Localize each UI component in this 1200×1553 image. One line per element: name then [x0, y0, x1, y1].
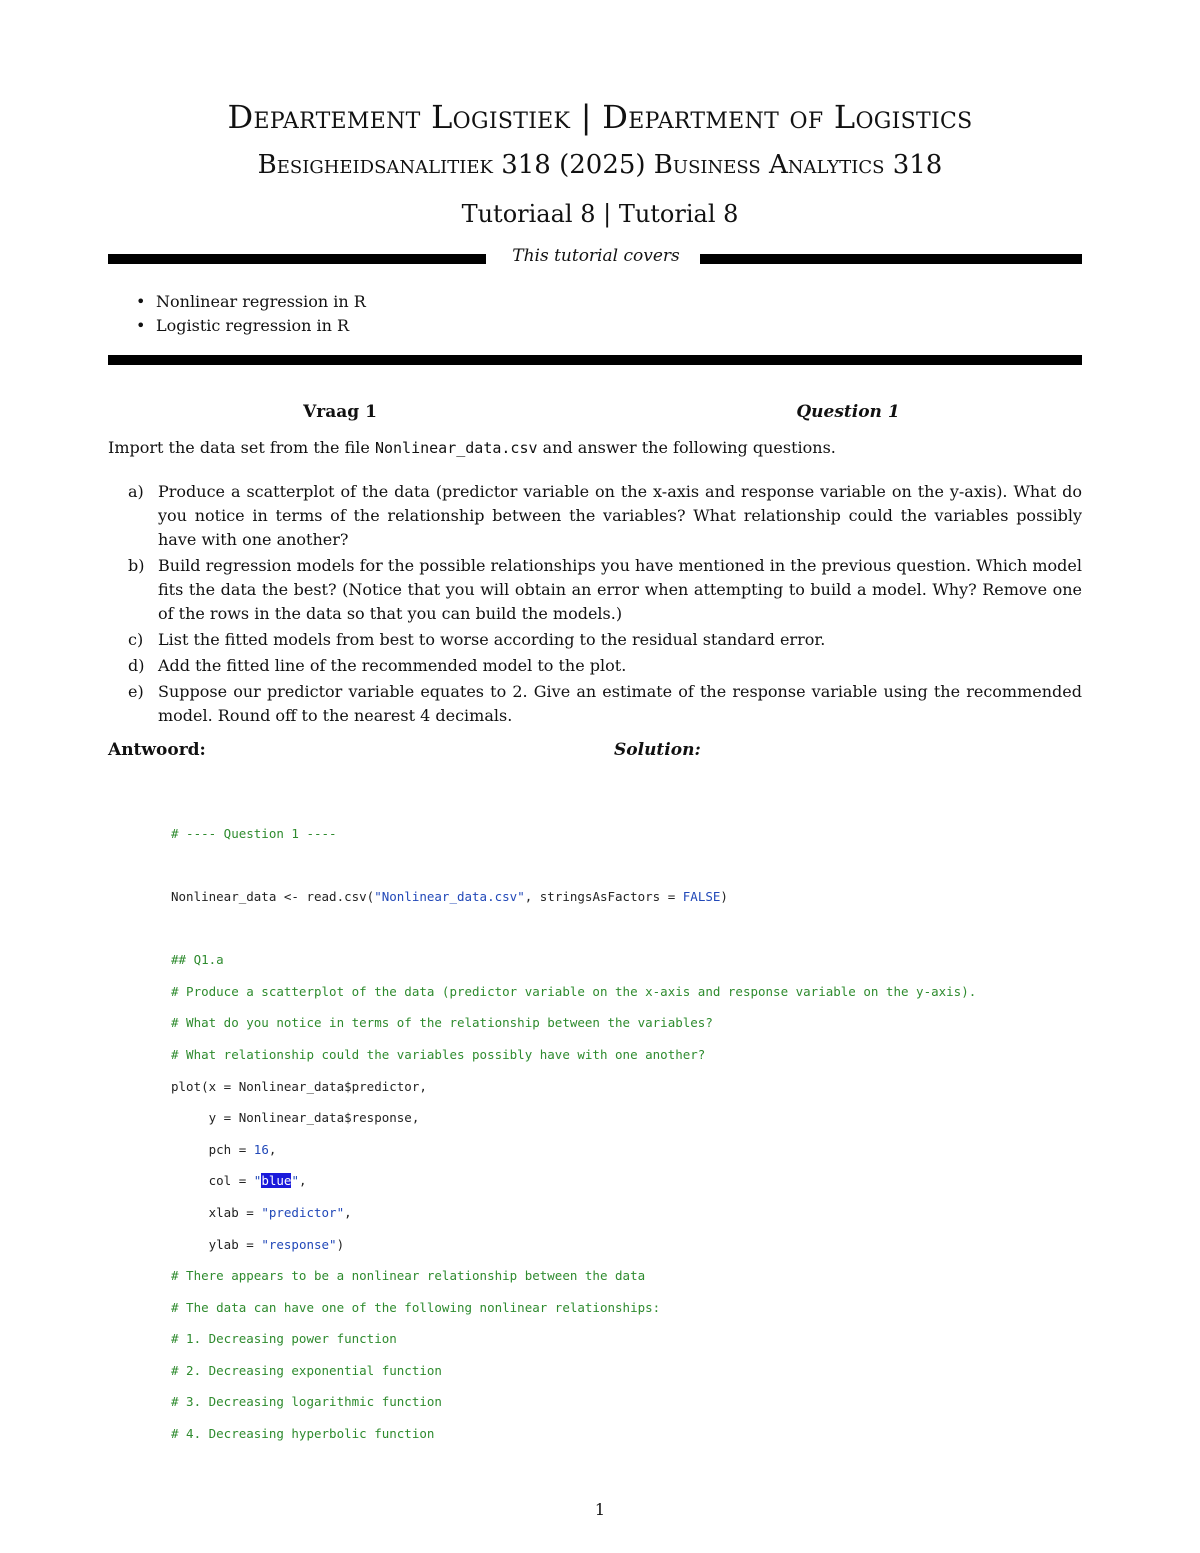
code-line: y = Nonlinear_data$response,	[171, 1110, 420, 1126]
page-number: 1	[594, 1500, 606, 1519]
code-line: col = "blue",	[171, 1173, 307, 1189]
code-line: Nonlinear_data <- read.csv("Nonlinear_data.csv", stringsAsFactors = FALSE)	[171, 888, 728, 904]
code-line: # 3. Decreasing logarithmic function	[171, 1394, 442, 1410]
course-title: Besigheidsanalitiek 318 (2025) Business Analytics 318	[257, 150, 943, 180]
code-line-blank	[171, 921, 1071, 937]
selected-text[interactable]: blue	[261, 1173, 292, 1189]
code-block	[171, 810, 1071, 1458]
answer-heading-en: Solution:	[614, 740, 701, 760]
covers-rule-left	[108, 254, 486, 264]
intro-text: Import the data set from the file	[108, 438, 375, 457]
covers-rule-right	[700, 254, 1082, 264]
intro-filename: Nonlinear_data.csv	[374, 439, 538, 457]
covers-list	[134, 290, 366, 338]
code-line: plot(x = Nonlinear_data$predictor,	[171, 1078, 427, 1094]
question-part-d	[108, 654, 1082, 678]
code-line: pch = 16,	[171, 1141, 277, 1157]
question-part-c	[108, 628, 1082, 652]
part-label: d)	[128, 656, 145, 675]
code-line: ## Q1.a	[171, 952, 224, 968]
part-text: Add the fitted line of the recommended model to the plot.	[158, 656, 627, 675]
question-heading-en: Question 1	[796, 402, 900, 422]
section-divider	[108, 355, 1082, 365]
covers-item: • Nonlinear regression in R	[134, 290, 366, 314]
covers-banner	[108, 246, 1082, 266]
department-title: Departement Logistiek | Department of Logistics	[227, 98, 973, 136]
code-line: xlab = "predictor",	[171, 1204, 352, 1220]
question-parts	[108, 480, 1082, 730]
part-label: a)	[128, 482, 144, 501]
question-part-b	[108, 554, 1082, 626]
question-intro	[108, 438, 1088, 457]
part-text: Suppose our predictor variable equates to 2. Give an estimate of the response variable using the recommended model. Round off to the nearest 4 decimals.	[158, 682, 1082, 725]
code-line: # 1. Decreasing power function	[171, 1331, 397, 1347]
part-label: e)	[128, 682, 144, 701]
question-part-e	[108, 680, 1082, 728]
answer-heading-af: Antwoord:	[108, 740, 206, 760]
code-line-blank	[171, 857, 1071, 873]
question-part-a	[108, 480, 1082, 552]
code-line: # ---- Question 1 ----	[171, 825, 337, 841]
part-text: List the fitted models from best to worse according to the residual standard error.	[158, 630, 826, 649]
code-line: # 2. Decreasing exponential function	[171, 1362, 442, 1378]
part-text: Produce a scatterplot of the data (predictor variable on the x-axis and response variable on the y-axis). What do you notice in terms of the relationship between the variables? What relationship could the variables possibly have with one another?	[158, 482, 1082, 549]
code-line: # There appears to be a nonlinear relationship between the data	[171, 1268, 646, 1284]
part-label: b)	[128, 556, 145, 575]
code-line: # Produce a scatterplot of the data (predictor variable on the x-axis and response variable on the y-axis).	[171, 983, 977, 999]
code-line: # What do you notice in terms of the relationship between the variables?	[171, 1015, 713, 1031]
code-line: ylab = "response")	[171, 1236, 345, 1252]
part-text: Build regression models for the possible relationships you have mentioned in the previous question. Which model fits the data the best? (Notice that you will obtain an error when attempting to build a model. Why? Remove one of the rows in the data so that you can build the models.)	[158, 556, 1082, 623]
part-label: c)	[128, 630, 144, 649]
code-line: # The data can have one of the following nonlinear relationships:	[171, 1299, 661, 1315]
answer-headings	[0, 740, 1200, 764]
code-line: # What relationship could the variables possibly have with one another?	[171, 1046, 706, 1062]
question-heading-af: Vraag 1	[303, 402, 377, 422]
covers-item: • Logistic regression in R	[134, 314, 366, 338]
covers-label: This tutorial covers	[512, 246, 680, 266]
tutorial-title: Tutoriaal 8 | Tutorial 8	[461, 200, 739, 228]
code-line: # 4. Decreasing hyperbolic function	[171, 1426, 435, 1442]
intro-text-end: and answer the following questions.	[537, 438, 836, 457]
question-headings	[0, 402, 1200, 426]
